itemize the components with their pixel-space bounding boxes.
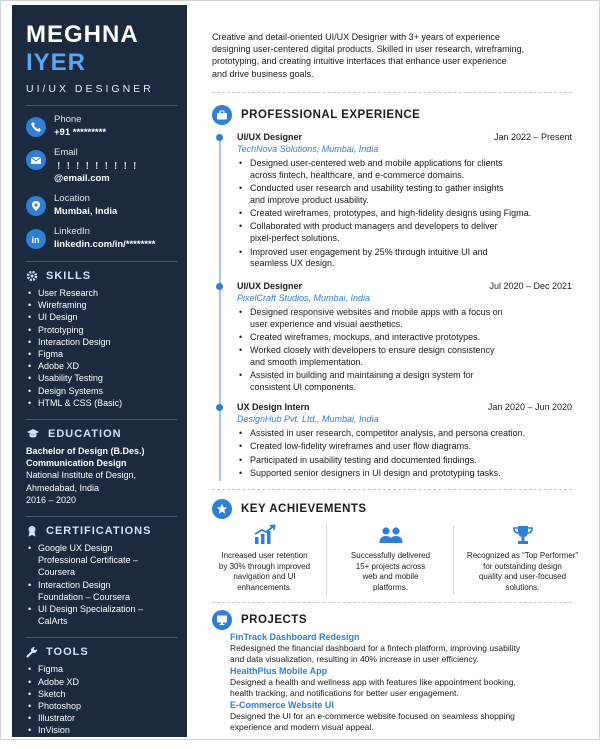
cert-line: Coursera (38, 567, 76, 578)
divider (26, 419, 177, 420)
job-entry (237, 280, 572, 396)
contact-label: Phone (54, 114, 82, 125)
email-icon (26, 150, 46, 170)
education-title: EDUCATION (48, 428, 122, 441)
bullet-line: and improve product usability. (250, 194, 369, 205)
projects-title: PROJECTS (241, 614, 307, 626)
tools-heading (26, 646, 177, 658)
list-item (26, 579, 177, 603)
list-item: • Design Systems (26, 385, 177, 397)
list-item (237, 307, 572, 331)
cert-line: CalArts (38, 616, 68, 627)
bullet-line: • Worked closely with developers to ensure design consistency (250, 345, 495, 356)
list-item (237, 247, 572, 271)
list-item (237, 158, 572, 182)
cert-line: Foundation – Coursera (38, 591, 131, 602)
list-item: • Photoshop (26, 700, 177, 712)
list-item: • Adobe XD (26, 360, 177, 372)
contact-label: Email (54, 147, 78, 158)
achievements-heading (212, 499, 367, 519)
project-desc-line: Designed the UI for an e-commerce website focused on seamless shopping (230, 711, 515, 721)
project-title: FinTrack Dashboard Redesign (230, 632, 360, 642)
experience-heading (212, 105, 420, 125)
contact-label: LinkedIn (54, 226, 90, 237)
project-entry (230, 699, 575, 733)
bullet-line: • Created wireframes, prototypes, and high-fidelity designs using Figma. (250, 208, 532, 219)
project-title: HealthPlus Mobile App (230, 666, 328, 676)
linkedin-icon (26, 229, 46, 249)
list-item: • User Research (26, 287, 177, 299)
summary-line: and drive business goals. (212, 68, 314, 79)
divider (453, 525, 454, 595)
education-years: 2016 – 2020 (26, 494, 77, 505)
list-item: • HTML & CSS (Basic) (26, 397, 177, 409)
job-bullets (237, 307, 572, 394)
job-company: TechNova Solutions, Mumbai, India (237, 144, 379, 154)
job-title: UI/UX Designer (237, 132, 303, 142)
divider (212, 489, 572, 490)
summary-line: designing user-centered digital products. Skilled in user research, wireframing, (212, 44, 525, 55)
divider (212, 92, 572, 93)
contact-email (26, 147, 177, 185)
bullet-line: • Assisted in building and maintaining a design system for (250, 370, 474, 381)
project-title: E-Commerce Website UI (230, 700, 334, 710)
list-item (237, 208, 572, 220)
project-desc-line: Redesigned the financial dashboard for a fintech platform, improving usability (230, 643, 521, 653)
contact-value: +91 ********* (54, 127, 107, 138)
achievement-line: web and mobile (362, 572, 419, 581)
bullet-line: and smooth implementation. (250, 357, 364, 368)
last-name: IYER (26, 49, 87, 76)
achievement-line: navigation and UI (233, 572, 296, 581)
summary-line: Creative and detail-oriented UI/UX Designer with 3+ years of experience (212, 32, 500, 42)
projects-heading (212, 610, 307, 630)
certifications-heading (26, 525, 177, 537)
job-role: UI/UX DESIGNER (26, 83, 154, 95)
list-item: • Adobe XD (26, 676, 177, 688)
tools-list (26, 663, 177, 748)
graduation-cap-icon (26, 428, 40, 440)
briefcase-icon (212, 105, 232, 125)
achievement-card (207, 525, 322, 593)
cert-line: • Google UX Design (38, 543, 113, 554)
list-item: • Prototyping (26, 324, 177, 336)
job-entry (237, 131, 572, 272)
bullet-line: user experience and visual aesthetics. (250, 318, 403, 329)
job-title: UX Design Intern (237, 402, 310, 412)
achievement-line: enhancements. (237, 582, 292, 592)
list-item: • Miro (26, 737, 177, 749)
cert-line: • UI Design Specialization – (38, 604, 144, 615)
certifications-title: CERTIFICATIONS (46, 525, 152, 538)
gear-icon (26, 270, 38, 282)
growth-chart-icon (253, 525, 277, 545)
achievement-line: Recognized as “Top Performer” (466, 551, 579, 560)
main-content (201, 5, 591, 737)
job-date: Jan 2022 – Present (493, 132, 572, 142)
bullet-line: • Created wireframes, mockups, and interactive prototypes. (250, 332, 481, 343)
achievement-line: Increased user retention (221, 551, 308, 560)
institute-location: Ahmedabad, India (26, 482, 100, 493)
bullet-line: seamless UX design. (250, 258, 335, 269)
list-item: • Wireframing (26, 299, 177, 311)
divider (26, 516, 177, 517)
skills-title: SKILLS (46, 270, 92, 282)
sidebar (12, 5, 187, 748)
contact-phone (26, 114, 177, 139)
job-bullets (237, 428, 572, 480)
bullet-line: • Assisted in user research, competitor analysis, and persona creation. (250, 428, 526, 438)
list-item: • Figma (26, 348, 177, 360)
location-icon (26, 196, 46, 216)
job-bullets (237, 158, 572, 270)
job-date: Jan 2020 – Jun 2020 (487, 402, 572, 412)
list-item: • Usability Testing (26, 372, 177, 384)
list-item: • InVision (26, 724, 177, 736)
list-item (237, 183, 572, 207)
phone-icon (26, 117, 46, 137)
project-desc-line: experience and modern visual appeal. (230, 722, 374, 732)
summary-line: prototyping, and creating intuitive interfaces that enhance user experience (212, 56, 507, 67)
achievement-line: solutions. (505, 582, 540, 592)
list-item (237, 332, 572, 344)
job-entry (237, 401, 572, 481)
degree: Bachelor of Design (B.Des.) (26, 446, 145, 457)
list-item (26, 542, 177, 579)
bullet-line: pixel-perfect solutions. (250, 233, 340, 244)
degree-major: Communication Design (26, 458, 127, 469)
divider (212, 602, 572, 603)
contact-linkedin (26, 226, 177, 251)
skills-heading (26, 270, 177, 282)
experience-title: PROFESSIONAL EXPERIENCE (241, 109, 421, 121)
svg-text:in: in (31, 235, 40, 245)
job-date: Jul 2020 – Dec 2021 (489, 281, 572, 291)
timeline-dot (216, 404, 223, 411)
achievement-line: quality and user-focused (478, 572, 567, 581)
list-item: • Figma (26, 663, 177, 675)
job-company: PixelCraft Studios, Mumbai, India (237, 293, 371, 303)
bullet-line: • Designed responsive websites and mobile apps with a focus on (250, 307, 503, 317)
list-item: • Illustrator (26, 712, 177, 724)
contact-label: Location (54, 193, 90, 204)
list-item: • UI Design (26, 311, 177, 323)
cert-line: • Interaction Design (38, 579, 111, 590)
timeline-dot (216, 283, 223, 290)
list-item (237, 428, 572, 440)
bullet-line: across fintech, healthcare, and e-commerce domains. (250, 169, 465, 180)
bullet-line: • Conducted user research and usability testing to gather insights (250, 183, 504, 194)
project-entry (230, 631, 575, 665)
monitor-icon (212, 610, 232, 630)
list-item (237, 455, 572, 467)
achievement-line: 15+ projects across (355, 561, 426, 571)
education-details (26, 445, 177, 506)
skills-list (26, 287, 177, 409)
cert-line: Professional Certificate – (38, 555, 139, 566)
project-desc-line: health tracking, and notifications for better user engagement. (230, 688, 459, 698)
achievement-line: Successfully delivered (350, 551, 431, 560)
list-item (237, 441, 572, 453)
divider (326, 525, 327, 595)
contact-value: Mumbai, India (54, 206, 118, 217)
divider (26, 105, 177, 106)
list-item (26, 603, 177, 627)
achievement-line: platforms. (372, 582, 409, 592)
bullet-line: • Created low-fidelity wireframes and user flow diagrams. (250, 441, 472, 452)
divider (26, 261, 177, 262)
bullet-line: • Supported senior designers in UI design and prototyping tasks. (250, 467, 501, 478)
timeline-dot (216, 134, 223, 141)
list-item: • Sketch (26, 688, 177, 700)
bullet-line: consistent UI components. (250, 382, 357, 393)
list-item (237, 345, 572, 369)
bullet-line: • Designed user-centered web and mobile applications for clients (250, 158, 503, 168)
education-heading (26, 428, 177, 440)
certifications-list (26, 542, 177, 627)
first-name: MEGHNA (26, 21, 139, 48)
bullet-line: • Improved user engagement by 25% through intuitive UI and (250, 246, 488, 257)
job-company: DesignHub Pvt. Ltd., Mumbai, India (237, 414, 379, 424)
users-icon (378, 525, 404, 545)
star-icon (212, 499, 232, 519)
achievement-card (333, 525, 448, 593)
trophy-icon (512, 525, 534, 545)
bullet-line: • Collaborated with product managers and developers to deliver (250, 221, 498, 232)
wrench-icon (26, 646, 38, 658)
contact-value: linkedin.com/in/******** (54, 239, 156, 250)
list-item: • Interaction Design (26, 336, 177, 348)
achievement-line: for outstanding design (483, 561, 562, 571)
institute: National Institute of Design, (26, 470, 137, 481)
job-title: UI/UX Designer (237, 281, 303, 291)
project-entry (230, 665, 575, 699)
contact-value: ﹗﹗﹗﹗﹗﹗﹗﹗﹗@email.com (54, 160, 140, 184)
timeline-line (219, 135, 221, 481)
achievements-title: KEY ACHIEVEMENTS (241, 503, 367, 515)
bullet-line: • Participated in usability testing and documented findings. (250, 454, 477, 465)
list-item (237, 221, 572, 245)
divider (26, 637, 177, 638)
project-desc-line: Designed a health and wellness app with features like appointment booking, (230, 677, 516, 687)
project-desc-line: and data visualization, resulting in 40% increase in user efficiency. (230, 654, 479, 664)
achievement-line: by 30% through improved (218, 561, 311, 571)
tools-title: TOOLS (46, 646, 89, 659)
list-item (237, 370, 572, 394)
contact-location (26, 193, 177, 218)
summary (212, 31, 572, 80)
achievement-card (460, 525, 585, 593)
list-item (237, 468, 572, 480)
certificate-ribbon-icon (26, 525, 38, 537)
